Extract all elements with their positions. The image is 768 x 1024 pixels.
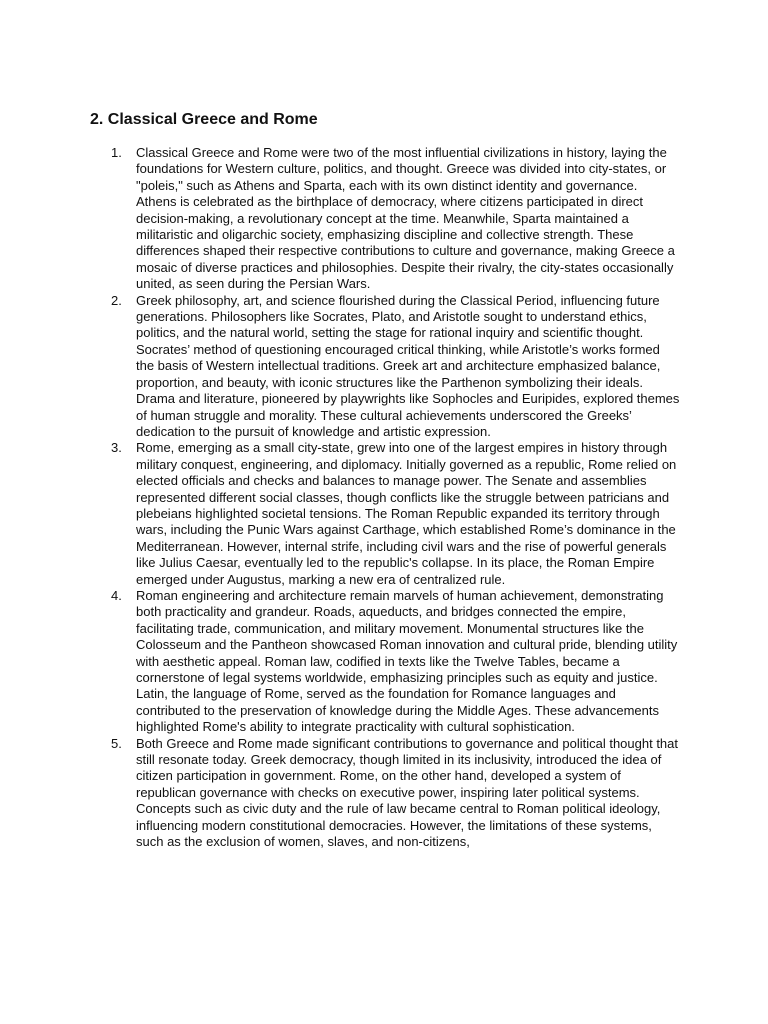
list-item-text: Greek philosophy, art, and science flourished during the Classical Period, influencing future generations. Philosophers like Socrates, Plato, and Aristotle sought to understand ethics, politics, and the natural world, setting the stage for rational inquiry and scientific thought. Socrates’ method of questioning encouraged critical thinking, while Aristotle’s works formed the basis of Western intellectual traditions. Greek art and architecture emphasized balance, proportion, and beauty, with iconic structures like the Parthenon symbolizing their ideals. Drama and literature, pioneered by playwrights like Sophocles and Euripides, explored themes of human struggle and morality. These cultural achievements underscored the Greeks’ dedication to the pursuit of knowledge and artistic expression. bbox=[136, 292, 680, 439]
list-item-text: Roman engineering and architecture remain marvels of human achievement, demonstrating both practicality and grandeur. Roads, aqueducts, and bridges connected the empire, facilitating trade, communication, and military movement. Monumental structures like the Colosseum and the Pantheon showcased Roman innovation and cultural pride, blending utility with aesthetic appeal. Roman law, codified in texts like the Twelve Tables, became a cornerstone of legal systems worldwide, emphasizing principles such as equity and justice. Latin, the language of Rome, served as the foundation for Romance languages and contributed to the preservation of knowledge during the Middle Ages. These advancements highlighted Rome's ability to integrate practicality with cultural sophistication. bbox=[136, 587, 678, 735]
list-item bbox=[111, 292, 680, 441]
list-item-number: 1. bbox=[111, 145, 122, 160]
list-item bbox=[111, 587, 680, 736]
list-item-text: Rome, emerging as a small city-state, grew into one of the largest empires in history through military conquest, engineering, and diplomacy. Initially governed as a republic, Rome relied on elected officials and checks and balances to manage power. The Senate and assemblies represented different social classes, though conflicts like the struggle between patricians and plebeians highlighted societal tensions. The Roman Republic expanded its territory through wars, including the Punic Wars against Carthage, which established Rome’s dominance in the Mediterranean. However, internal strife, including civil wars and the rise of powerful generals like Julius Caesar, eventually led to the republic's collapse. In its place, the Roman Empire emerged under Augustus, marking a new era of centralized rule. bbox=[136, 440, 677, 587]
list-item-number: 5. bbox=[111, 735, 122, 751]
list-item bbox=[111, 735, 680, 851]
list-item-number: 4. bbox=[111, 587, 122, 603]
list-item-number: 2. bbox=[111, 292, 122, 308]
list-item-number: 3. bbox=[111, 440, 122, 456]
numbered-list bbox=[111, 145, 680, 850]
list-item-text: Classical Greece and Rome were two of the most influential civilizations in history, laying the foundations for Western culture, politics, and thought. Greece was divided into city-states, or "poleis," such as Athens and Sparta, each with its own distinct identity and governance. Athens is celebrated as the birthplace of democracy, where citizens participated in direct decision-making, a revolutionary concept at the time. Meanwhile, Sparta maintained a militaristic and oligarchic society, emphasizing discipline and collective strength. These differences shaped their respective contributions to culture and governance, making Greece a mosaic of diverse practices and philosophies. Despite their rivalry, the city-states occasionally united, as seen during the Persian Wars. bbox=[136, 145, 675, 292]
list-item-text: Both Greece and Rome made significant contributions to governance and political thought that still resonate today. Greek democracy, though limited in its inclusivity, introduced the idea of citizen participation in government. Rome, on the other hand, developed a system of republican governance with checks on executive power, inspiring later political systems. Concepts such as civic duty and the rule of law became central to Roman political ideology, influencing modern constitutional democracies. However, the limitations of these systems, such as the exclusion of women, slaves, and non-citizens, bbox=[136, 735, 679, 850]
list-item bbox=[111, 145, 680, 293]
list-item bbox=[111, 440, 680, 588]
section-heading: 2. Classical Greece and Rome bbox=[90, 111, 318, 128]
